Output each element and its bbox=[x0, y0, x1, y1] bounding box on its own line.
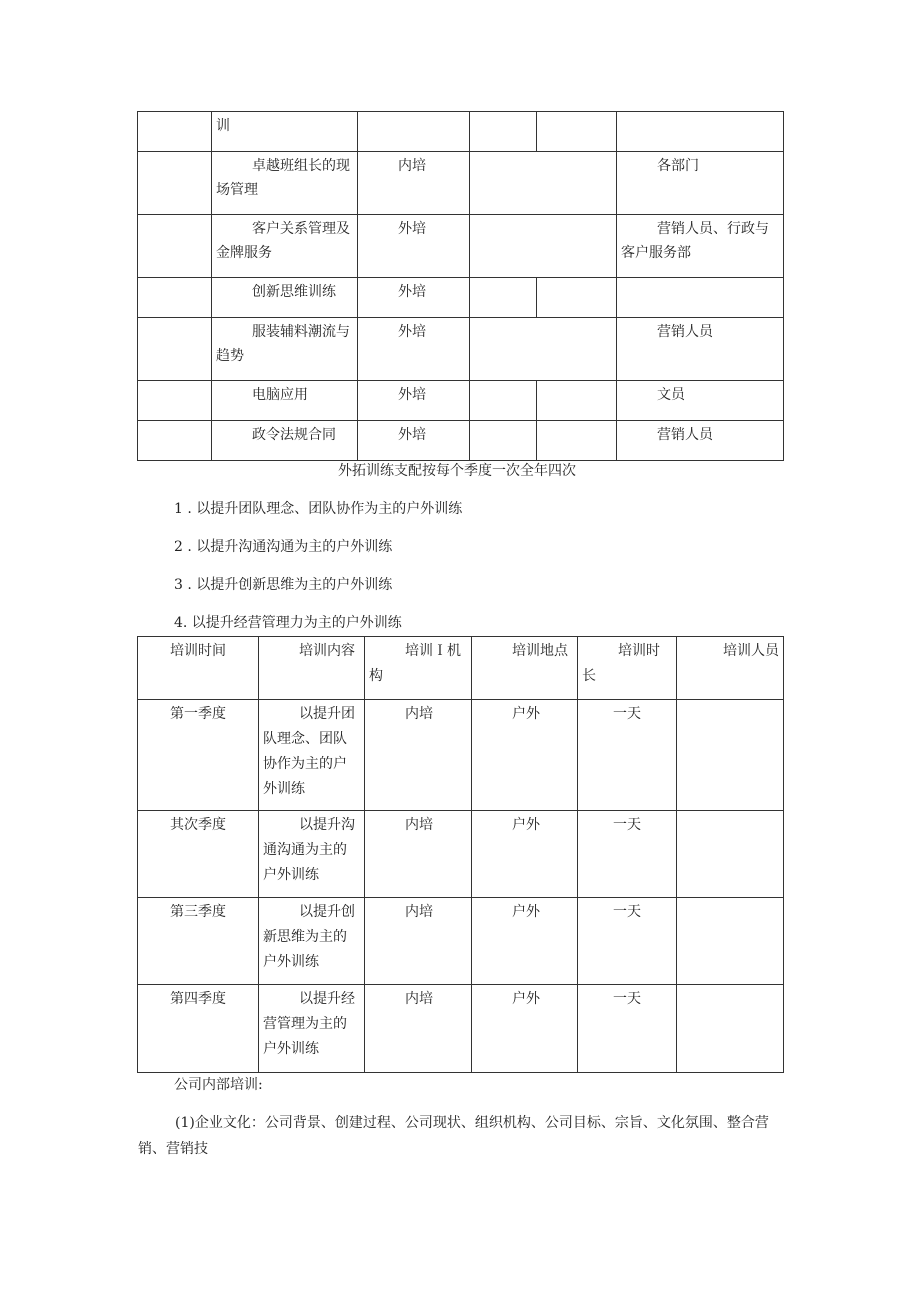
table-row bbox=[138, 215, 784, 278]
list-item: 1 . 以提升团队理念、团队协作为主的户外训练 bbox=[174, 501, 463, 517]
outdoor-training-table bbox=[137, 636, 784, 1073]
table-row bbox=[138, 700, 784, 811]
content-cell: 以提升创新思维为主的户外训练 bbox=[259, 898, 365, 985]
table-row bbox=[138, 318, 784, 381]
table-row bbox=[138, 381, 784, 421]
list-item: 4. 以提升经营管理力为主的户外训练 bbox=[174, 615, 402, 631]
training-type: 外培 bbox=[358, 421, 470, 461]
table-row bbox=[138, 985, 784, 1073]
quarter-cell: 第一季度 bbox=[138, 700, 259, 811]
org-cell: 内培 bbox=[365, 898, 472, 985]
training-type: 外培 bbox=[358, 381, 470, 421]
place-cell: 户外 bbox=[472, 700, 578, 811]
place-cell: 户外 bbox=[472, 985, 578, 1073]
training-type: 内培 bbox=[358, 152, 470, 215]
table-header-row bbox=[138, 637, 784, 700]
department: 营销人员 bbox=[617, 318, 784, 381]
quarter-cell: 第四季度 bbox=[138, 985, 259, 1073]
table-row bbox=[138, 112, 784, 152]
course-name: 卓越班组长的现场管理 bbox=[212, 152, 358, 215]
list-item: 2 . 以提升沟通沟通为主的户外训练 bbox=[174, 539, 393, 555]
duration-cell: 一天 bbox=[578, 985, 677, 1073]
staff-cell bbox=[677, 985, 784, 1073]
place-cell: 户外 bbox=[472, 898, 578, 985]
column-header: 培训人员 bbox=[677, 637, 784, 700]
org-cell: 内培 bbox=[365, 985, 472, 1073]
course-name: 训 bbox=[212, 112, 358, 152]
column-header: 培训地点 bbox=[472, 637, 578, 700]
table-row bbox=[138, 278, 784, 318]
table-row bbox=[138, 152, 784, 215]
duration-cell: 一天 bbox=[578, 700, 677, 811]
content-cell: 以提升团队理念、团队协作为主的户外训练 bbox=[259, 700, 365, 811]
table-row bbox=[138, 811, 784, 898]
place-cell: 户外 bbox=[472, 811, 578, 898]
staff-cell bbox=[677, 700, 784, 811]
duration-cell: 一天 bbox=[578, 811, 677, 898]
corporate-culture-paragraph: (1)企业文化：公司背景、创建过程、公司现状、组织机构、公司目标、宗旨、文化氛围、整合营销、营销技 bbox=[138, 1115, 769, 1157]
quarter-cell: 其次季度 bbox=[138, 811, 259, 898]
department: 各部门 bbox=[617, 152, 784, 215]
table-row bbox=[138, 898, 784, 985]
outdoor-training-title: 外拓训练支配按每个季度一次全年四次 bbox=[338, 463, 576, 479]
content-cell: 以提升经营管理为主的户外训练 bbox=[259, 985, 365, 1073]
staff-cell bbox=[677, 898, 784, 985]
course-name: 创新思维训练 bbox=[212, 278, 358, 318]
training-plan-table-continued bbox=[137, 111, 784, 461]
staff-cell bbox=[677, 811, 784, 898]
org-cell: 内培 bbox=[365, 700, 472, 811]
training-type: 外培 bbox=[358, 318, 470, 381]
department: 文员 bbox=[617, 381, 784, 421]
content-cell: 以提升沟通沟通为主的户外训练 bbox=[259, 811, 365, 898]
department: 营销人员 bbox=[617, 421, 784, 461]
column-header: 培训Ｉ机构 bbox=[365, 637, 472, 700]
department bbox=[617, 278, 784, 318]
training-type: 外培 bbox=[358, 215, 470, 278]
course-name: 电脑应用 bbox=[212, 381, 358, 421]
internal-training-title: 公司内部培训: bbox=[174, 1077, 263, 1093]
department: 营销人员、行政与客户服务部 bbox=[617, 215, 784, 278]
column-header: 培训时间 bbox=[138, 637, 259, 700]
course-name: 服装辅料潮流与趋势 bbox=[212, 318, 358, 381]
column-header: 培训时长 bbox=[578, 637, 677, 700]
table-row bbox=[138, 421, 784, 461]
duration-cell: 一天 bbox=[578, 898, 677, 985]
course-name: 客户关系管理及金牌服务 bbox=[212, 215, 358, 278]
quarter-cell: 第三季度 bbox=[138, 898, 259, 985]
list-item: 3 . 以提升创新思维为主的户外训练 bbox=[174, 577, 393, 593]
org-cell: 内培 bbox=[365, 811, 472, 898]
course-name: 政令法规合同 bbox=[212, 421, 358, 461]
training-type: 外培 bbox=[358, 278, 470, 318]
column-header: 培训内容 bbox=[259, 637, 365, 700]
